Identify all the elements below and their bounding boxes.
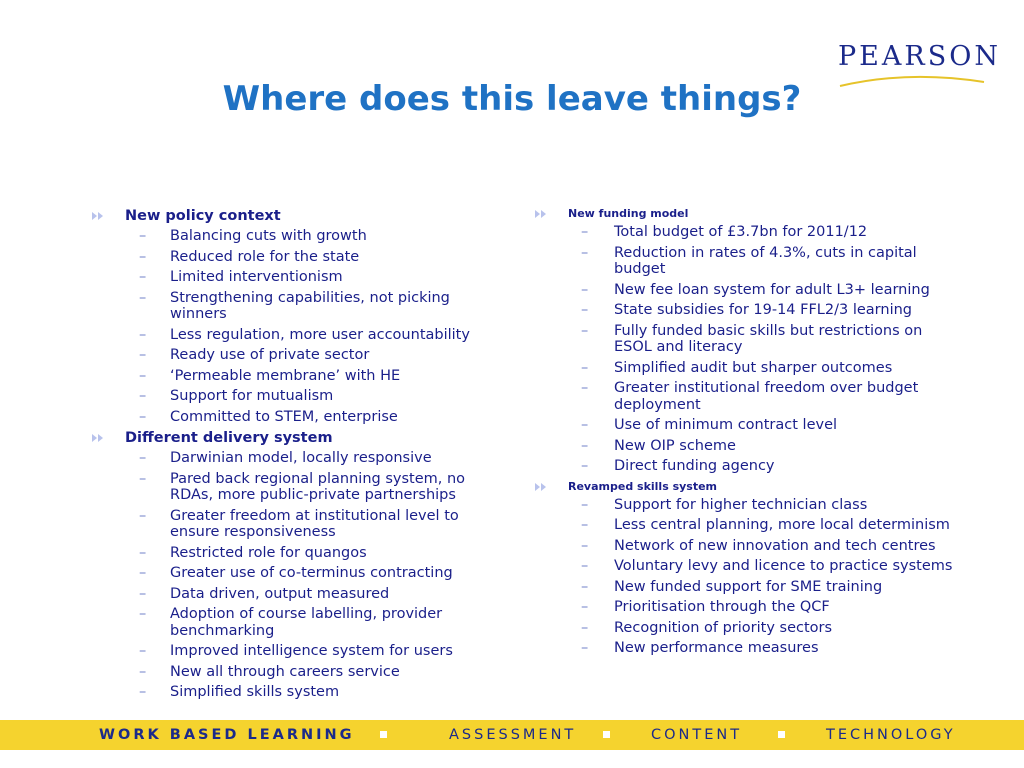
list-item: – Recognition of priority sectors bbox=[581, 619, 833, 636]
dash-icon: – bbox=[581, 458, 589, 474]
bullet-list bbox=[533, 497, 953, 657]
dash-icon: – bbox=[581, 380, 589, 396]
dash-icon: – bbox=[139, 585, 147, 602]
bullet-list bbox=[90, 450, 500, 701]
list-item: – Strengthening capabilities, not picking winners bbox=[139, 289, 450, 322]
group-heading: Different delivery system bbox=[90, 429, 500, 447]
list-item: – New all through careers service bbox=[139, 663, 400, 680]
list-item: – Adoption of course labelling, provider benchmarking bbox=[139, 606, 443, 639]
dash-icon: – bbox=[139, 643, 147, 659]
list-item: – Darwinian model, locally responsive bbox=[139, 450, 432, 466]
list-item: – Committed to STEM, enterprise bbox=[139, 408, 398, 425]
footer-item-technology: TECHNOLOGY bbox=[826, 727, 956, 743]
list-item: – Limited interventionism bbox=[139, 269, 343, 285]
dash-icon: – bbox=[139, 367, 147, 384]
bullet-list bbox=[90, 228, 500, 425]
list-item: – Greater freedom at institutional level to ensure responsiveness bbox=[139, 507, 459, 540]
dash-icon: – bbox=[139, 684, 147, 700]
list-item: – Restricted role for quangos bbox=[139, 544, 367, 561]
list-item: – Data driven, output measured bbox=[139, 585, 390, 602]
dash-icon: – bbox=[581, 640, 589, 656]
square-bullet-icon bbox=[380, 731, 387, 738]
list-item: – Reduced role for the state bbox=[139, 248, 360, 265]
double-arrow-icon bbox=[534, 208, 547, 220]
left-group-delivery bbox=[90, 429, 500, 701]
list-item: – Reduction in rates of 4.3%, cuts in capital budget bbox=[581, 244, 917, 277]
list-item: – Voluntary levy and licence to practice systems bbox=[581, 558, 953, 574]
list-item: – New OIP scheme bbox=[581, 437, 736, 454]
dash-icon: – bbox=[139, 507, 147, 524]
dash-icon: – bbox=[139, 470, 147, 487]
dash-icon: – bbox=[139, 289, 147, 306]
footer-item-assessment: ASSESSMENT bbox=[449, 727, 577, 743]
left-group-policy bbox=[90, 207, 500, 425]
dash-icon: – bbox=[139, 606, 147, 622]
list-item: – Total budget of £3.7bn for 2011/12 bbox=[581, 224, 868, 240]
dash-icon: – bbox=[581, 537, 589, 554]
list-item: – Direct funding agency bbox=[581, 458, 775, 474]
dash-icon: – bbox=[581, 558, 589, 574]
list-item: – New performance measures bbox=[581, 640, 819, 656]
right-group-funding bbox=[533, 206, 953, 475]
dash-icon: – bbox=[139, 544, 147, 561]
list-item: – Improved intelligence system for users bbox=[139, 643, 453, 659]
list-item: – Less central planning, more local determinism bbox=[581, 517, 950, 533]
dash-icon: – bbox=[139, 326, 147, 343]
dash-icon: – bbox=[581, 224, 589, 240]
dash-icon: – bbox=[581, 517, 589, 533]
footer-item-work-based-learning: WORK BASED LEARNING bbox=[99, 727, 355, 743]
dash-icon: – bbox=[139, 408, 147, 425]
slide-title: Where does this leave things? bbox=[222, 79, 802, 119]
double-arrow-icon bbox=[91, 432, 104, 444]
dash-icon: – bbox=[581, 359, 589, 376]
dash-icon: – bbox=[581, 496, 589, 513]
dash-icon: – bbox=[139, 269, 147, 285]
right-column bbox=[533, 206, 953, 661]
group-heading: New policy context bbox=[90, 207, 500, 225]
double-arrow-icon bbox=[91, 210, 104, 222]
list-item: – Ready use of private sector bbox=[139, 347, 370, 363]
dash-icon: – bbox=[139, 663, 147, 680]
list-item: – New fee loan system for adult L3+ learning bbox=[581, 281, 930, 298]
dash-icon: – bbox=[581, 281, 589, 298]
list-item: – Network of new innovation and tech centres bbox=[581, 537, 936, 554]
list-item: – ‘Permeable membrane’ with HE bbox=[139, 367, 401, 384]
dash-icon: – bbox=[581, 244, 589, 261]
dash-icon: – bbox=[581, 599, 589, 615]
list-item: – Use of minimum contract level bbox=[581, 417, 838, 433]
list-item: – Greater use of co-terminus contracting bbox=[139, 565, 453, 581]
dash-icon: – bbox=[581, 322, 589, 339]
dash-icon: – bbox=[139, 565, 147, 581]
dash-icon: – bbox=[139, 388, 147, 404]
dash-icon: – bbox=[581, 417, 589, 433]
list-item: – Support for higher technician class bbox=[581, 496, 868, 513]
dash-icon: – bbox=[581, 619, 589, 636]
left-column bbox=[90, 207, 500, 705]
list-item: – Simplified skills system bbox=[139, 684, 340, 700]
group-heading: Revamped skills system bbox=[533, 479, 953, 495]
dash-icon: – bbox=[581, 578, 589, 595]
right-group-skills bbox=[533, 479, 953, 657]
dash-icon: – bbox=[139, 228, 147, 244]
list-item: – Simplified audit but sharper outcomes bbox=[581, 359, 893, 376]
footer-bar bbox=[0, 720, 1024, 750]
list-item: – New funded support for SME training bbox=[581, 578, 883, 595]
square-bullet-icon bbox=[603, 731, 610, 738]
list-item: – Prioritisation through the QCF bbox=[581, 599, 830, 615]
list-item: – Fully funded basic skills but restrictions on ESOL and literacy bbox=[581, 322, 923, 355]
square-bullet-icon bbox=[778, 731, 785, 738]
list-item: – Greater institutional freedom over budget deployment bbox=[581, 380, 919, 413]
dash-icon: – bbox=[139, 248, 147, 265]
logo-text: PEARSON bbox=[838, 41, 1001, 72]
list-item: – Balancing cuts with growth bbox=[139, 228, 367, 244]
list-item: – Pared back regional planning system, no RDAs, more public-private partnerships bbox=[139, 470, 466, 503]
bullet-list bbox=[533, 224, 953, 475]
group-heading: New funding model bbox=[533, 206, 953, 222]
list-item: – State subsidies for 19-14 FFL2/3 learning bbox=[581, 302, 912, 318]
list-item: – Less regulation, more user accountability bbox=[139, 326, 470, 343]
dash-icon: – bbox=[139, 347, 147, 363]
double-arrow-icon bbox=[534, 481, 547, 493]
footer-item-content: CONTENT bbox=[651, 727, 743, 743]
dash-icon: – bbox=[581, 437, 589, 454]
list-item: – Support for mutualism bbox=[139, 388, 334, 404]
dash-icon: – bbox=[139, 450, 147, 466]
dash-icon: – bbox=[581, 302, 589, 318]
